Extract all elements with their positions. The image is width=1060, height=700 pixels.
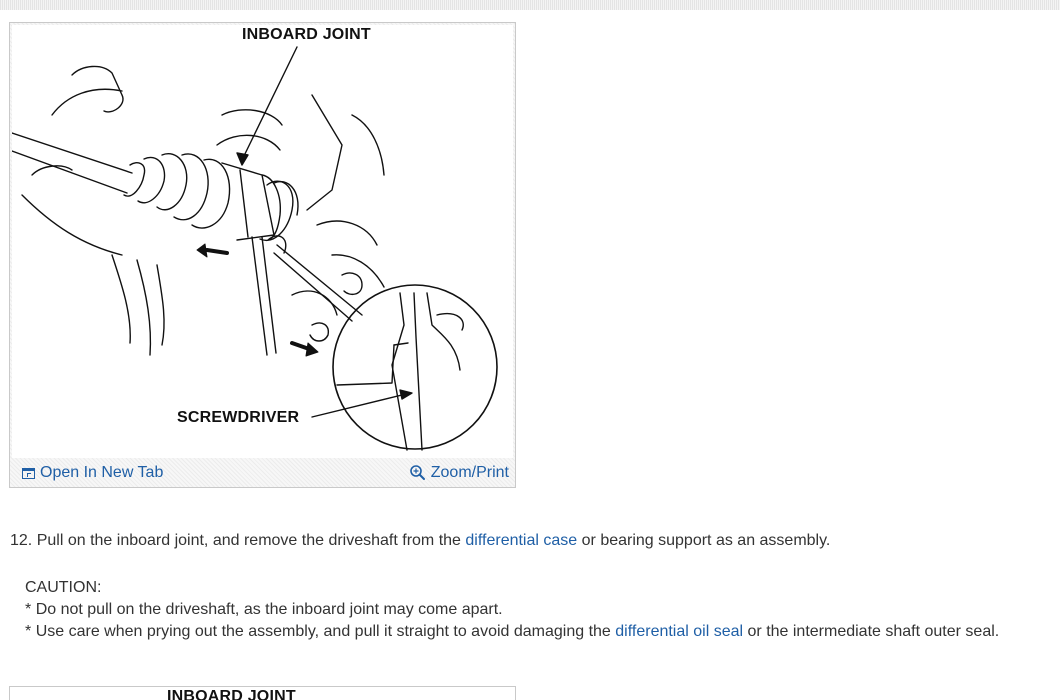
step-number: 12. xyxy=(10,532,33,549)
figure-toolbar xyxy=(10,460,515,488)
driveshaft-illustration xyxy=(12,25,513,458)
figure-illustration xyxy=(12,25,513,458)
step-text-after: or bearing support as an assembly. xyxy=(581,532,831,549)
zoom-print-label: Zoom/Print xyxy=(430,464,509,481)
top-strip xyxy=(0,0,1060,10)
caution-item xyxy=(25,621,999,643)
new-tab-icon xyxy=(22,468,35,479)
step-text-before: Pull on the inboard joint, and remove the driveshaft from the xyxy=(36,532,461,549)
zoom-print-link[interactable] xyxy=(409,464,509,482)
figure-inboard-joint-2 xyxy=(9,686,516,700)
step-12 xyxy=(10,532,830,550)
magnifier-icon xyxy=(409,465,426,482)
caution-heading: CAUTION: xyxy=(25,579,102,596)
label-inboard-joint: INBOARD JOINT xyxy=(242,26,371,43)
caution-item-text-after: or the intermediate shaft outer seal. xyxy=(747,623,1000,640)
figure-inboard-joint xyxy=(9,22,516,488)
caution-item-text: Use care when prying out the assembly, and pull it straight to avoid damaging the xyxy=(35,623,611,640)
caution-block xyxy=(25,577,999,643)
open-in-new-tab-label: Open In New Tab xyxy=(40,464,164,481)
bullet-asterisk: * xyxy=(25,601,32,618)
caution-item-text: Do not pull on the driveshaft, as the inboard joint may come apart. xyxy=(35,601,503,618)
bullet-asterisk: * xyxy=(25,623,32,640)
label-inboard-joint-2: INBOARD JOINT xyxy=(167,688,296,700)
label-screwdriver: SCREWDRIVER xyxy=(177,409,300,426)
open-in-new-tab-link[interactable] xyxy=(22,464,163,482)
differential-case-link[interactable]: differential case xyxy=(465,532,578,549)
caution-item xyxy=(25,599,999,621)
differential-oil-seal-link[interactable]: differential oil seal xyxy=(615,623,744,640)
